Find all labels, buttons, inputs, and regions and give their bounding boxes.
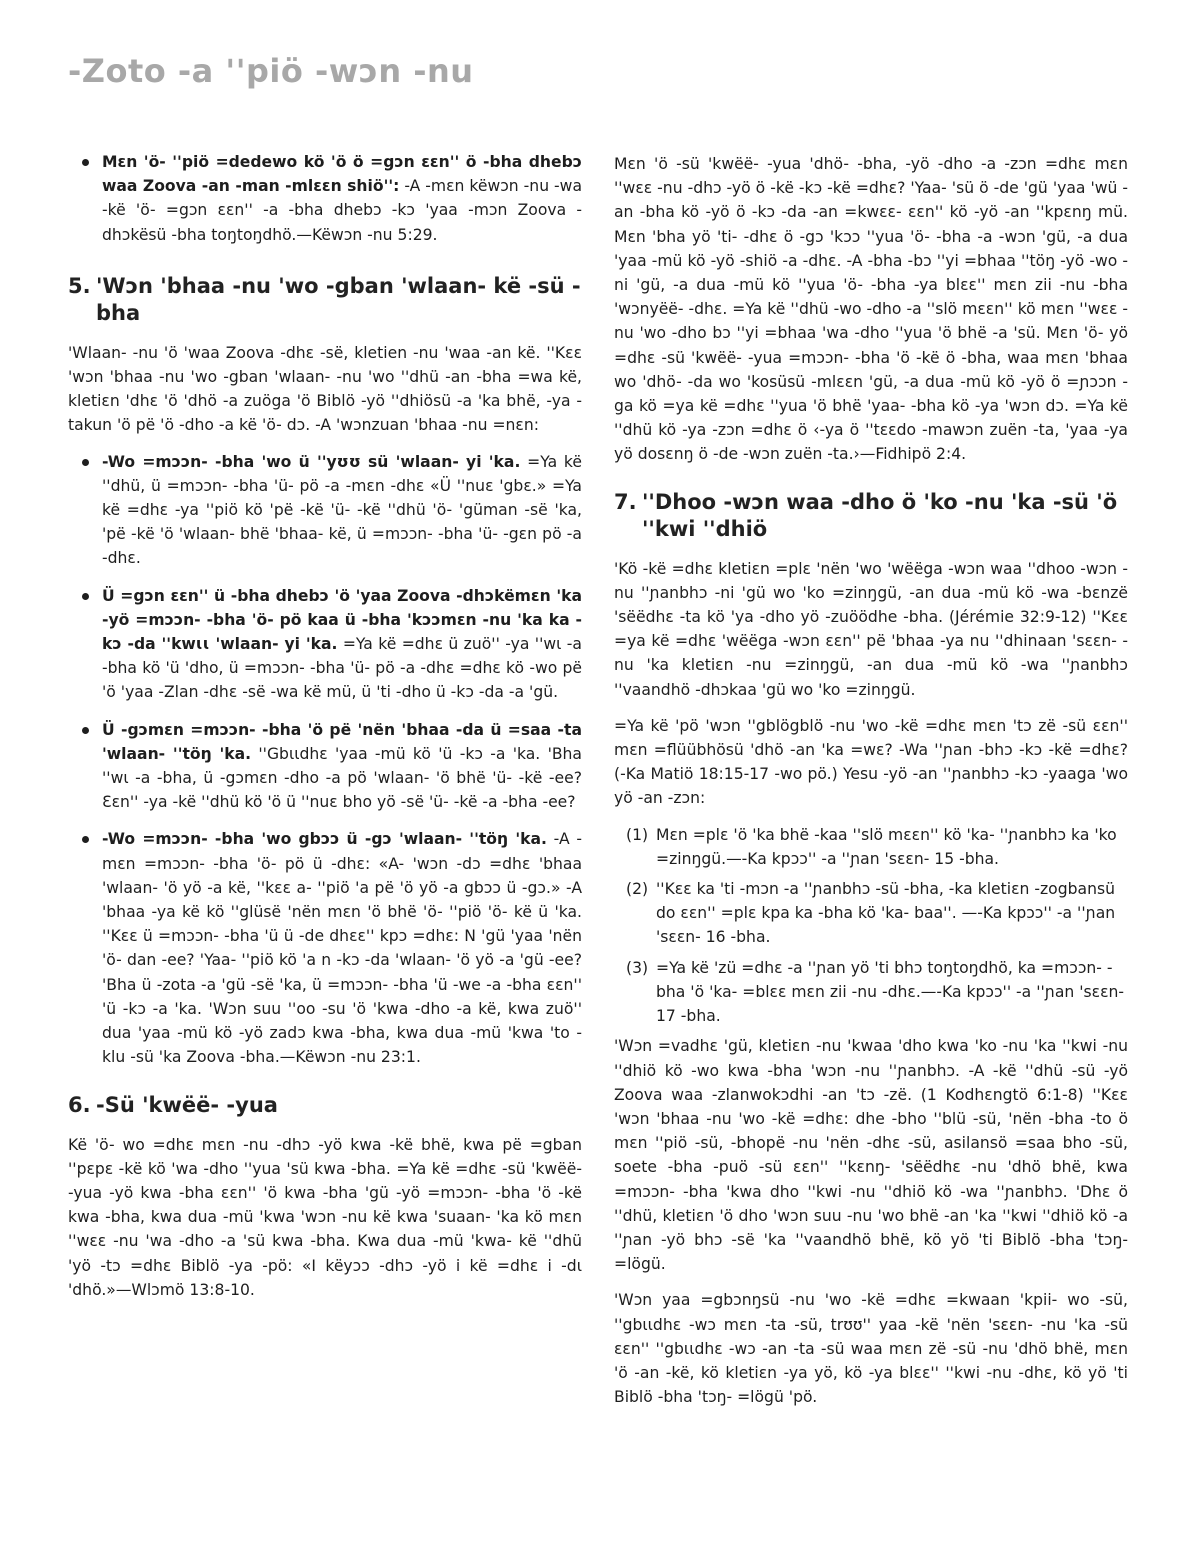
section-7-heading bbox=[614, 489, 1128, 543]
bullet-item bbox=[68, 450, 582, 571]
step-text: =Ya kë 'zü =dhɛ -a ''ɲan yö 'ti bhɔ toŋtoŋdhö, ka =mɔɔn- -bha 'ö 'ka- =blɛɛ mɛn zii -nu -dhɛ.—-Ka kpɔɔ'' -a ''ɲan 'sɛɛn- 17 -bha. bbox=[656, 958, 1125, 1026]
right-column bbox=[614, 152, 1128, 1421]
section-6-continued-paragraph: Mɛn 'ö -sü 'kwëë- -yua 'dhö- -bha, -yö -dho -a -zɔn =dhɛ mɛn ''wɛɛ -nu -dhɔ -yö ö -kë -kɔ -kë =dhɛ? 'Yaa- 'sü ö -de 'gü 'yaa 'wü -an -bha kö -yö ö -kɔ -da -an =kwɛɛ- ɛɛn'' kö -yö -an ''kpɛnŋ mü. Mɛn 'bha yö 'ti- -dhɛ ö -gɔ 'kɔɔ ''yua 'ö- -bha -a -wɔn 'gü, -a dua 'yaa -mü kö -yö -shiö -a -dhɛ. -A -bha -bɔ ''yi =bhaa ''töŋ -yö -wo -ni 'gü, -a dua -mü kö ''yua 'ö- -bha -ya blɛɛ'' mɛn zii -nu -bha 'wɔnyëë- -dhɛ. =Ya kë ''dhü -wo -dho -a ''slö mɛɛn'' kö mɛn ''wɛɛ -nu 'wo -dho bɔ ''yi =bhaa 'wa -dho ''yua 'ö bhë -a 'sü. Mɛn 'ö- yö =dhɛ -sü 'kwëë- -yua =mɔɔn- -bha 'ö -kë ö -bha, waa mɛn 'bhaa wo 'dhö- -da wo 'kosüsü -mlɛɛn 'gü, -a dua -mü kö -yö ö =ɲɔɔn -ga kö =ya kë =dhɛ ''yua 'ö bhë 'yaa- -bha kö -ya 'wɔn dɔ. =Ya kë ''dhü kö -ya -zɔn =dhɛ ö ‹-ya ö ''tɛɛdo -mawɔn zuën -ta, 'yaa -ya yö dosɛnŋ ö -de -wɔn zuën -ta.›—Fidhipö 2:4. bbox=[614, 155, 1128, 464]
bullet-text: -A -mɛn =mɔɔn- -bha 'ö- pö ü -dhɛ: «A- 'wɔn -dɔ =dhɛ 'bhaa 'wlaan- 'ö yö -a kë, ''kɛɛ a- ''piö 'a pë 'ö yö -a gbɔɔ ü -gɔ.» -A 'bhaa -ya kë kö ''glüsë 'nën mɛn 'ö bhë 'ö- ''piö 'ö- kë ü 'ka. ''Kɛɛ ü =mɔɔn- -bha 'ü ü -de dhɛɛ'' kpɔ =dhɛ: N 'gü 'yaa 'nën 'ö- dan -ee? 'Yaa- ''piö kö 'a n -kɔ -da 'wlaan- 'ö yö -a 'gü -ee? 'Bha ü -zota -a 'gü -së 'ka, ü =mɔɔn- -bha 'ü -we -a -bha ɛɛn'' 'ü -kɔ -a 'ka. 'Wɔn suu ''oo -su 'ö 'kwa -dho -a kë, kwa zuö'' dua 'yaa -mü kö -yö zadɔ kwa -bha, kwa dua -mü 'kwa 'to -klu -sü 'ka Zoova -bha.—Këwɔn -nu 23:1. bbox=[102, 830, 583, 1067]
bullet-text: =Ya kë =dhɛ ü zuö'' -ya ''wɩ -a -bha kö 'ü 'dho, ü =mɔɔn- -bha 'ü- pö -a -dhɛ =dhɛ kö -wo pë 'ö 'yaa -Zlan -dhɛ -së -wa kë mü, ü 'ti -dho ü -kɔ -da -a 'gü. bbox=[102, 635, 582, 702]
bullet-lead: Ü -gɔmɛn =mɔɔn- -bha 'ö pë 'nën 'bhaa -da ü =saa -ta 'wlaan- ''töŋ 'ka. bbox=[102, 720, 582, 763]
step-item bbox=[614, 956, 1128, 1029]
bullet-dot-icon bbox=[82, 159, 89, 166]
step-text: ''Kɛɛ ka 'ti -mɔn -a ''ɲanbhɔ -sü -bha, -ka kletiɛn -zogbansü do ɛɛn'' =plɛ kpa ka -bha kö 'ka- baa''. —-Ka kpɔɔ'' -a ''ɲan 'sɛɛn- 16 -bha. bbox=[656, 880, 1116, 947]
bullet-item bbox=[68, 827, 582, 1069]
intro-bullet-list bbox=[68, 150, 582, 247]
bullet-text: -A -mɛn këwɔn -nu -wa -kë 'ö- =gɔn ɛɛn'' -a -bha dhebɔ -kɔ 'yaa -mɔn Zoova -dhɔkësü -bha toŋtoŋdhö.—Këwɔn -nu 5:29. bbox=[102, 177, 582, 244]
bullet-dot-icon bbox=[82, 593, 89, 600]
running-head: -Zoto -a ''piö -wɔn -nu bbox=[68, 52, 474, 90]
section-number: 7. bbox=[614, 489, 637, 514]
step-number: (1) bbox=[626, 825, 649, 844]
section-7-paragraph-1: 'Kö -kë =dhɛ kletiɛn =plɛ 'nën 'wo 'wëëga -wɔn waa ''dhoo -wɔn -nu ''ɲanbhɔ -ni 'gü wo 'ko =zinŋgü, -an dua -mü kö -wa -bɛnzë 'sëëdhɛ -ta kö 'ya -dho yö -zuöödhe -bha. (Jérémie 32:9-12) ''Kɛɛ =ya kë =dhɛ 'wëëga -wɔn ɛɛn'' pë 'bhaa -ya nu ''dhinaan 'sɛɛn- -nu 'ka kletiɛn -nu =zinŋgü, -an dua -mü kö -wa ''ɲanbhɔ ''vaandhö -dhɔkaa 'gü wo 'ko =zinŋgü. bbox=[614, 559, 1128, 699]
bullet-dot-icon bbox=[82, 727, 89, 734]
bullet-lead: -Wo =mɔɔn- -bha 'wo gbɔɔ ü -gɔ 'wlaan- ''töŋ 'ka. bbox=[102, 830, 547, 849]
section-title: 'Wɔn 'bhaa -nu 'wo -gban 'wlaan- kë -sü -bha bbox=[96, 273, 581, 325]
step-item bbox=[614, 877, 1128, 950]
intro-bullet bbox=[68, 150, 582, 247]
section-7-paragraph-4: 'Wɔn yaa =gbɔnŋsü -nu 'wo -kë =dhɛ =kwaan 'kpii- wo -sü, ''gbɩɩdhɛ -wɔ mɛn -ta -sü, trʊʊ'' yaa -kë 'nën 'sɛɛn- -nu 'ka -sü ɛɛn'' ''gbɩɩdhɛ -wɔ -an -ta -sü waa mɛn zë -sü -nu 'dhö bhë, mɛn 'ö -an -kë, kö kletiɛn -ya yö, kö -ya blɛɛ'' ''kwi -nu -dhɛ, kö yö 'ti Biblö -bha 'tɔŋ- =lögü 'pö. bbox=[614, 1291, 1128, 1407]
left-column bbox=[68, 150, 582, 1314]
step-item bbox=[614, 823, 1128, 871]
bullet-text: ''Gbɩɩdhɛ 'yaa -mü kö 'ü -kɔ -a 'ka. 'Bha ''wɩ -a -bha, ü -gɔmɛn -dho -a pö 'wlaan- 'ö bhë 'ü- -kë -ee? Ɛɛn'' -ya -kë ''dhü kö 'ö ü ''nuɛ bho yö -së 'ü- -kë -a -bha -ee? bbox=[102, 744, 582, 812]
bullet-lead: -Wo =mɔɔn- -bha 'wo ü ''yʊʊ sü 'wlaan- yi 'ka. bbox=[102, 452, 521, 471]
steps-list bbox=[614, 823, 1128, 1029]
bullet-item bbox=[68, 584, 582, 705]
bullet-text: =Ya kë ''dhü, ü =mɔɔn- -bha 'ü- pö -a -mɛn -dhɛ «Ü ''nuɛ 'gbɛ.» =Ya kë =dhɛ -ya ''piö kö 'pë -kë 'ü- -kë ''dhü 'ö- 'güman -së 'ka, 'pë -kë 'ö 'wlaan- bhë 'bhaa- kë, ü =mɔɔn- -bha 'ü- -gɛn pö -a -dhɛ. bbox=[102, 452, 582, 568]
step-text: Mɛn =plɛ 'ö 'ka bhë -kaa ''slö mɛɛn'' kö 'ka- ''ɲanbhɔ ka 'ko =zinŋgü.—-Ka kpɔɔ'' -a ''ɲan 'sɛɛn- 15 -bha. bbox=[656, 825, 1117, 868]
section-title: ''Dhoo -wɔn waa -dho ö 'ko -nu 'ka -sü 'ö ''kwi ''dhiö bbox=[642, 489, 1118, 541]
bullet-dot-icon bbox=[82, 459, 89, 466]
section-6-paragraph: Kë 'ö- wo =dhɛ mɛn -nu -dhɔ -yö kwa -kë bhë, kwa pë =gban ''pɛpɛ -kë kö 'wa -dho ''yua 'sü kwa -bha. =Ya kë =dhɛ -sü 'kwëë- -yua -yö kwa -bha ɛɛn'' 'ö kwa -bha 'gü -yö =mɔɔn- -bha 'ö -kë kwa -bha, kwa dua -mü 'kwa 'wɔn -nu kë kwa 'suaan- 'ka kö mɛn ''wɛɛ -nu 'wa -dho -a 'sü kwa -bha. Kwa dua -mü 'kwa- kë ''dhü 'yö -tɔ =dhɛ Biblö -ya -pö: «I këyɔɔ -dhɔ -yö i kë =dhɛ i -dɩ 'dhö.»—Wlɔmö 13:8-10. bbox=[68, 1135, 582, 1299]
section-number: 6. bbox=[68, 1092, 91, 1117]
bullet-dot-icon bbox=[82, 836, 89, 843]
section-title: -Sü 'kwëë- -yua bbox=[96, 1092, 278, 1117]
step-number: (2) bbox=[626, 880, 649, 899]
section-7-paragraph-3: 'Wɔn =vadhɛ 'gü, kletiɛn -nu 'kwaa 'dho kwa 'ko -nu 'ka ''kwi -nu ''dhiö kö -wo kwa -bha 'wɔn -nu ''ɲanbhɔ. -A -kë ''dhü -sü -yö Zoova waa -zlanwokɔdhi -an 'tɔ -zë. (1 Kodhɛngtö 6:1-8) ''Kɛɛ 'wɔn 'bhaa -nu 'wo -kë =dhɛ: dhe -bho ''blü -sü, 'nën -bha -to ö mɛn ''piö -sü, -bhopë -nu 'nën -dhɛ -sü, asilansö =saa bho -sü, soete -bha -puö -sü ɛɛn'' ''kɛnŋ- 'sëëdhɛ -nu 'dhö bhë, kwa =mɔɔn- -bha 'kwa dho ''kwi -nu ''dhiö kö -wa ''ɲanbhɔ. 'Dhɛ ö ''dhü, kletiɛn 'ö dho 'wɔn suu -nu 'wo bhë -an 'ka ''kwi ''dhiö kö -a ''ɲan -yö bhɔ -së 'ka ''vaandhö bhë, kö yö 'ti Biblö -bha 'tɔŋ- =lögü. bbox=[614, 1037, 1128, 1274]
section-5-heading bbox=[68, 273, 582, 327]
section-7-paragraph-2: =Ya kë 'pö 'wɔn ''gblögblö -nu 'wo -kë =dhɛ mɛn 'tɔ zë -sü ɛɛn'' mɛn =flüübhösü 'dhö -an 'ka =wɛ? -Wa ''ɲan -bhɔ -kɔ -kë =dhɛ? (-Ka Matiö 18:15-17 -wo pö.) Yesu -yö -an ''ɲanbhɔ -kɔ -yaaga 'wo yö -an -zɔn: bbox=[614, 716, 1128, 808]
step-number: (3) bbox=[626, 958, 649, 977]
section-number: 5. bbox=[68, 273, 91, 298]
section-6-heading bbox=[68, 1092, 582, 1119]
bullet-lead: Mɛn 'ö- ''piö =dedewo kö 'ö ö =gɔn ɛɛn'' ö -bha dhebɔ waa Zoova -an -man -mlɛɛn shiö'': bbox=[102, 153, 582, 196]
section-5-intro: 'Wlaan- -nu 'ö 'waa Zoova -dhɛ -së, kletien -nu 'waa -an kë. ''Kɛɛ 'wɔn 'bhaa -nu 'wo -gban 'wlaan- -nu 'wo ''dhü -an -bha =wa kë, kletiɛn 'dhɛ 'ö 'dhö -a zuöga 'ö Biblö -yö ''dhiösü -a 'ka bhë, -ya -takun 'ö pë 'ö -dho -a kë 'ö- dɔ. -A 'wɔnzuan 'bhaa -nu =nɛn: bbox=[68, 343, 582, 435]
section-5-bullets bbox=[68, 450, 582, 1070]
bullet-item bbox=[68, 718, 582, 815]
bullet-lead: Ü =gɔn ɛɛn'' ü -bha dhebɔ 'ö 'yaa Zoova -dhɔkëmɛn 'ka -yö =mɔɔn- -bha 'ö- pö kaa ü -bha 'kɔɔmɛn -nu 'ka ka -kɔ -da ''kwɩɩ 'wlaan- yi 'ka. bbox=[102, 586, 582, 654]
